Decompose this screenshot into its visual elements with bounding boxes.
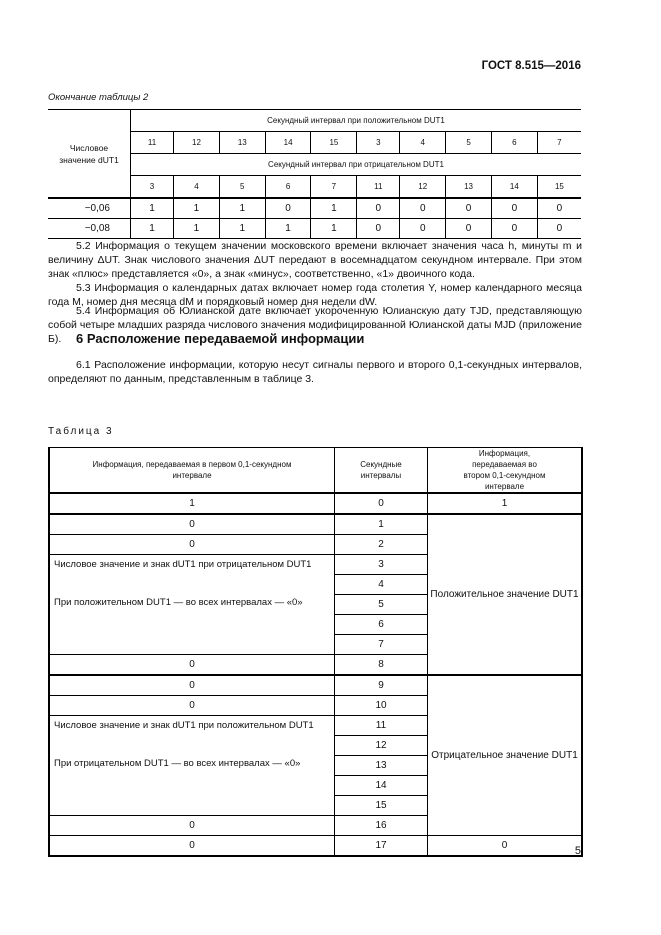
t3-pos-sec: 6	[335, 615, 428, 635]
bit-cell: 0	[357, 219, 400, 239]
page-number: 5	[574, 845, 581, 857]
paragraph-5-2	[48, 239, 582, 282]
pos-header: Секундный интервал при положительном DUT1	[131, 110, 582, 132]
t3-r16-s: 16	[335, 816, 428, 836]
neg-second-cell: 14	[491, 176, 537, 199]
t3-r17-c3: 0	[428, 836, 583, 857]
t3-pos-block-text2: При положительном DUT1 — во всех интервалах — «0»	[54, 597, 303, 608]
p54-text: 5.4 Информация об Юлианской дате включает укороченную Юлианскую дату TJD, представляющую собой четыре младших разряда числового значения модифицированной Юлианской даты MJD (приложение Б).	[48, 305, 582, 346]
bit-cell: 0	[400, 219, 446, 239]
t3-pos-sec: 4	[335, 575, 428, 595]
neg-second-cell: 6	[265, 176, 311, 199]
row-label-line2: значение dUT1	[59, 154, 119, 165]
bit-cell: 1	[219, 198, 265, 219]
t3-pos-sec: 5	[335, 595, 428, 615]
t3-neg-sec: 14	[335, 776, 428, 796]
neg-second-cell: 7	[311, 176, 357, 199]
pos-second-cell: 11	[131, 132, 174, 154]
t3-r10-c1: 0	[49, 696, 335, 716]
bit-cell: 1	[131, 198, 174, 219]
pos-second-cell: 4	[400, 132, 446, 154]
p52-text: 5.2 Информация о текущем значении московского времени включает значения часа h, минуты m и величину ΔUT. Знак числового значения ΔUT передают в восемнадцатом секундном интервале. При этом знак «плюс» представляется «0», а знак «минус», соответственно, «1» двоичного кода.	[48, 240, 582, 281]
t3-r0-c1: 1	[49, 493, 335, 514]
t3-r9-c1: 0	[49, 675, 335, 696]
neg-header: Секундный интервал при отрицательном DUT1	[131, 154, 582, 176]
bit-cell: 1	[219, 219, 265, 239]
paragraph-6-1	[48, 358, 582, 386]
table3-label: Таблица 3	[48, 426, 114, 437]
neg-second-cell: 11	[357, 176, 400, 199]
pos-second-cell: 7	[537, 132, 581, 154]
row-label-cell	[48, 110, 131, 199]
neg-second-cell: 4	[174, 176, 220, 199]
t3-r17-s: 17	[335, 836, 428, 857]
pos-second-cell: 3	[357, 132, 400, 154]
neg-second-cell: 5	[219, 176, 265, 199]
pos-second-cell: 13	[219, 132, 265, 154]
row-value-label: −0,08	[48, 219, 131, 239]
table-2-end	[48, 109, 581, 239]
t3-r10-s: 10	[335, 696, 428, 716]
pos-second-cell: 5	[446, 132, 492, 154]
t3-neg-sec: 15	[335, 796, 428, 816]
bit-cell: 0	[265, 198, 311, 219]
p53-text: 5.3 Информация о календарных датах включает номер года столетия Y, номер календарного месяца года M, номер дня месяца dM и порядковый номер дня недели dW.	[48, 282, 582, 309]
bit-cell: 0	[537, 219, 581, 239]
t3-r8-c1: 0	[49, 655, 335, 676]
pos-second-cell: 6	[491, 132, 537, 154]
bit-cell: 0	[446, 198, 492, 219]
t3-r1-c1: 0	[49, 514, 335, 535]
t3-neg-sec: 13	[335, 756, 428, 776]
neg-second-cell: 15	[537, 176, 581, 199]
section-6-title: 6 Расположение передаваемой информации	[76, 331, 365, 346]
p61-text: 6.1 Расположение информации, которую несут сигналы первого и второго 0,1-секундных интервалов, определяют по данным, представленным в таблице 3.	[48, 359, 582, 386]
bit-cell: 0	[491, 198, 537, 219]
t3-r16-c1: 0	[49, 816, 335, 836]
document-header: ГОСТ 8.515—2016	[481, 60, 581, 72]
table2-caption: Окончание таблицы 2	[48, 92, 149, 103]
t3-r2-s: 2	[335, 535, 428, 555]
t3-neg-block	[49, 716, 335, 816]
t3-r2-c1: 0	[49, 535, 335, 555]
neg-second-cell: 12	[400, 176, 446, 199]
t3-col3-header: Информация, передаваемая во втором 0,1-секундном интервале	[428, 448, 583, 494]
bit-cell: 1	[265, 219, 311, 239]
row-label-line1: Числовое	[69, 142, 109, 153]
t3-pos-block-text1: Числовое значение и знак dUT1 при отрицательном DUT1	[54, 559, 312, 570]
row-value-label: −0,06	[48, 198, 131, 219]
bit-cell: 0	[400, 198, 446, 219]
t3-neg-sec: 11	[335, 716, 428, 736]
t3-r1-s: 1	[335, 514, 428, 535]
t3-pos-block	[49, 555, 335, 655]
t3-r17-c1: 0	[49, 836, 335, 857]
bit-cell: 1	[311, 219, 357, 239]
t3-neg-block-text1: Числовое значение и знак dUT1 при положительном DUT1	[54, 720, 314, 731]
bit-cell: 0	[446, 219, 492, 239]
bit-cell: 0	[491, 219, 537, 239]
pos-second-cell: 15	[311, 132, 357, 154]
bit-cell: 1	[311, 198, 357, 219]
t3-neg-value: Отрицательное значение DUT1	[428, 675, 583, 836]
neg-second-cell: 3	[131, 176, 174, 199]
t3-col1-header: Информация, передаваемая в первом 0,1-секундном интервале	[49, 448, 335, 494]
bit-cell: 0	[357, 198, 400, 219]
t3-pos-sec: 7	[335, 635, 428, 655]
t3-col2-header: Секундные интервалы	[335, 448, 428, 494]
t3-r0-c3: 1	[428, 493, 583, 514]
t3-pos-sec: 3	[335, 555, 428, 575]
t3-r0-s: 0	[335, 493, 428, 514]
t3-neg-sec: 12	[335, 736, 428, 756]
t3-pos-value: Положительное значение DUT1	[428, 514, 583, 675]
t3-r9-s: 9	[335, 675, 428, 696]
bit-cell: 1	[174, 219, 220, 239]
t3-r8-s: 8	[335, 655, 428, 676]
table-3	[48, 447, 583, 857]
bit-cell: 0	[537, 198, 581, 219]
pos-second-cell: 14	[265, 132, 311, 154]
bit-cell: 1	[174, 198, 220, 219]
t3-neg-block-text2: При отрицательном DUT1 — во всех интервалах — «0»	[54, 758, 301, 769]
neg-second-cell: 13	[446, 176, 492, 199]
bit-cell: 1	[131, 219, 174, 239]
pos-second-cell: 12	[174, 132, 220, 154]
